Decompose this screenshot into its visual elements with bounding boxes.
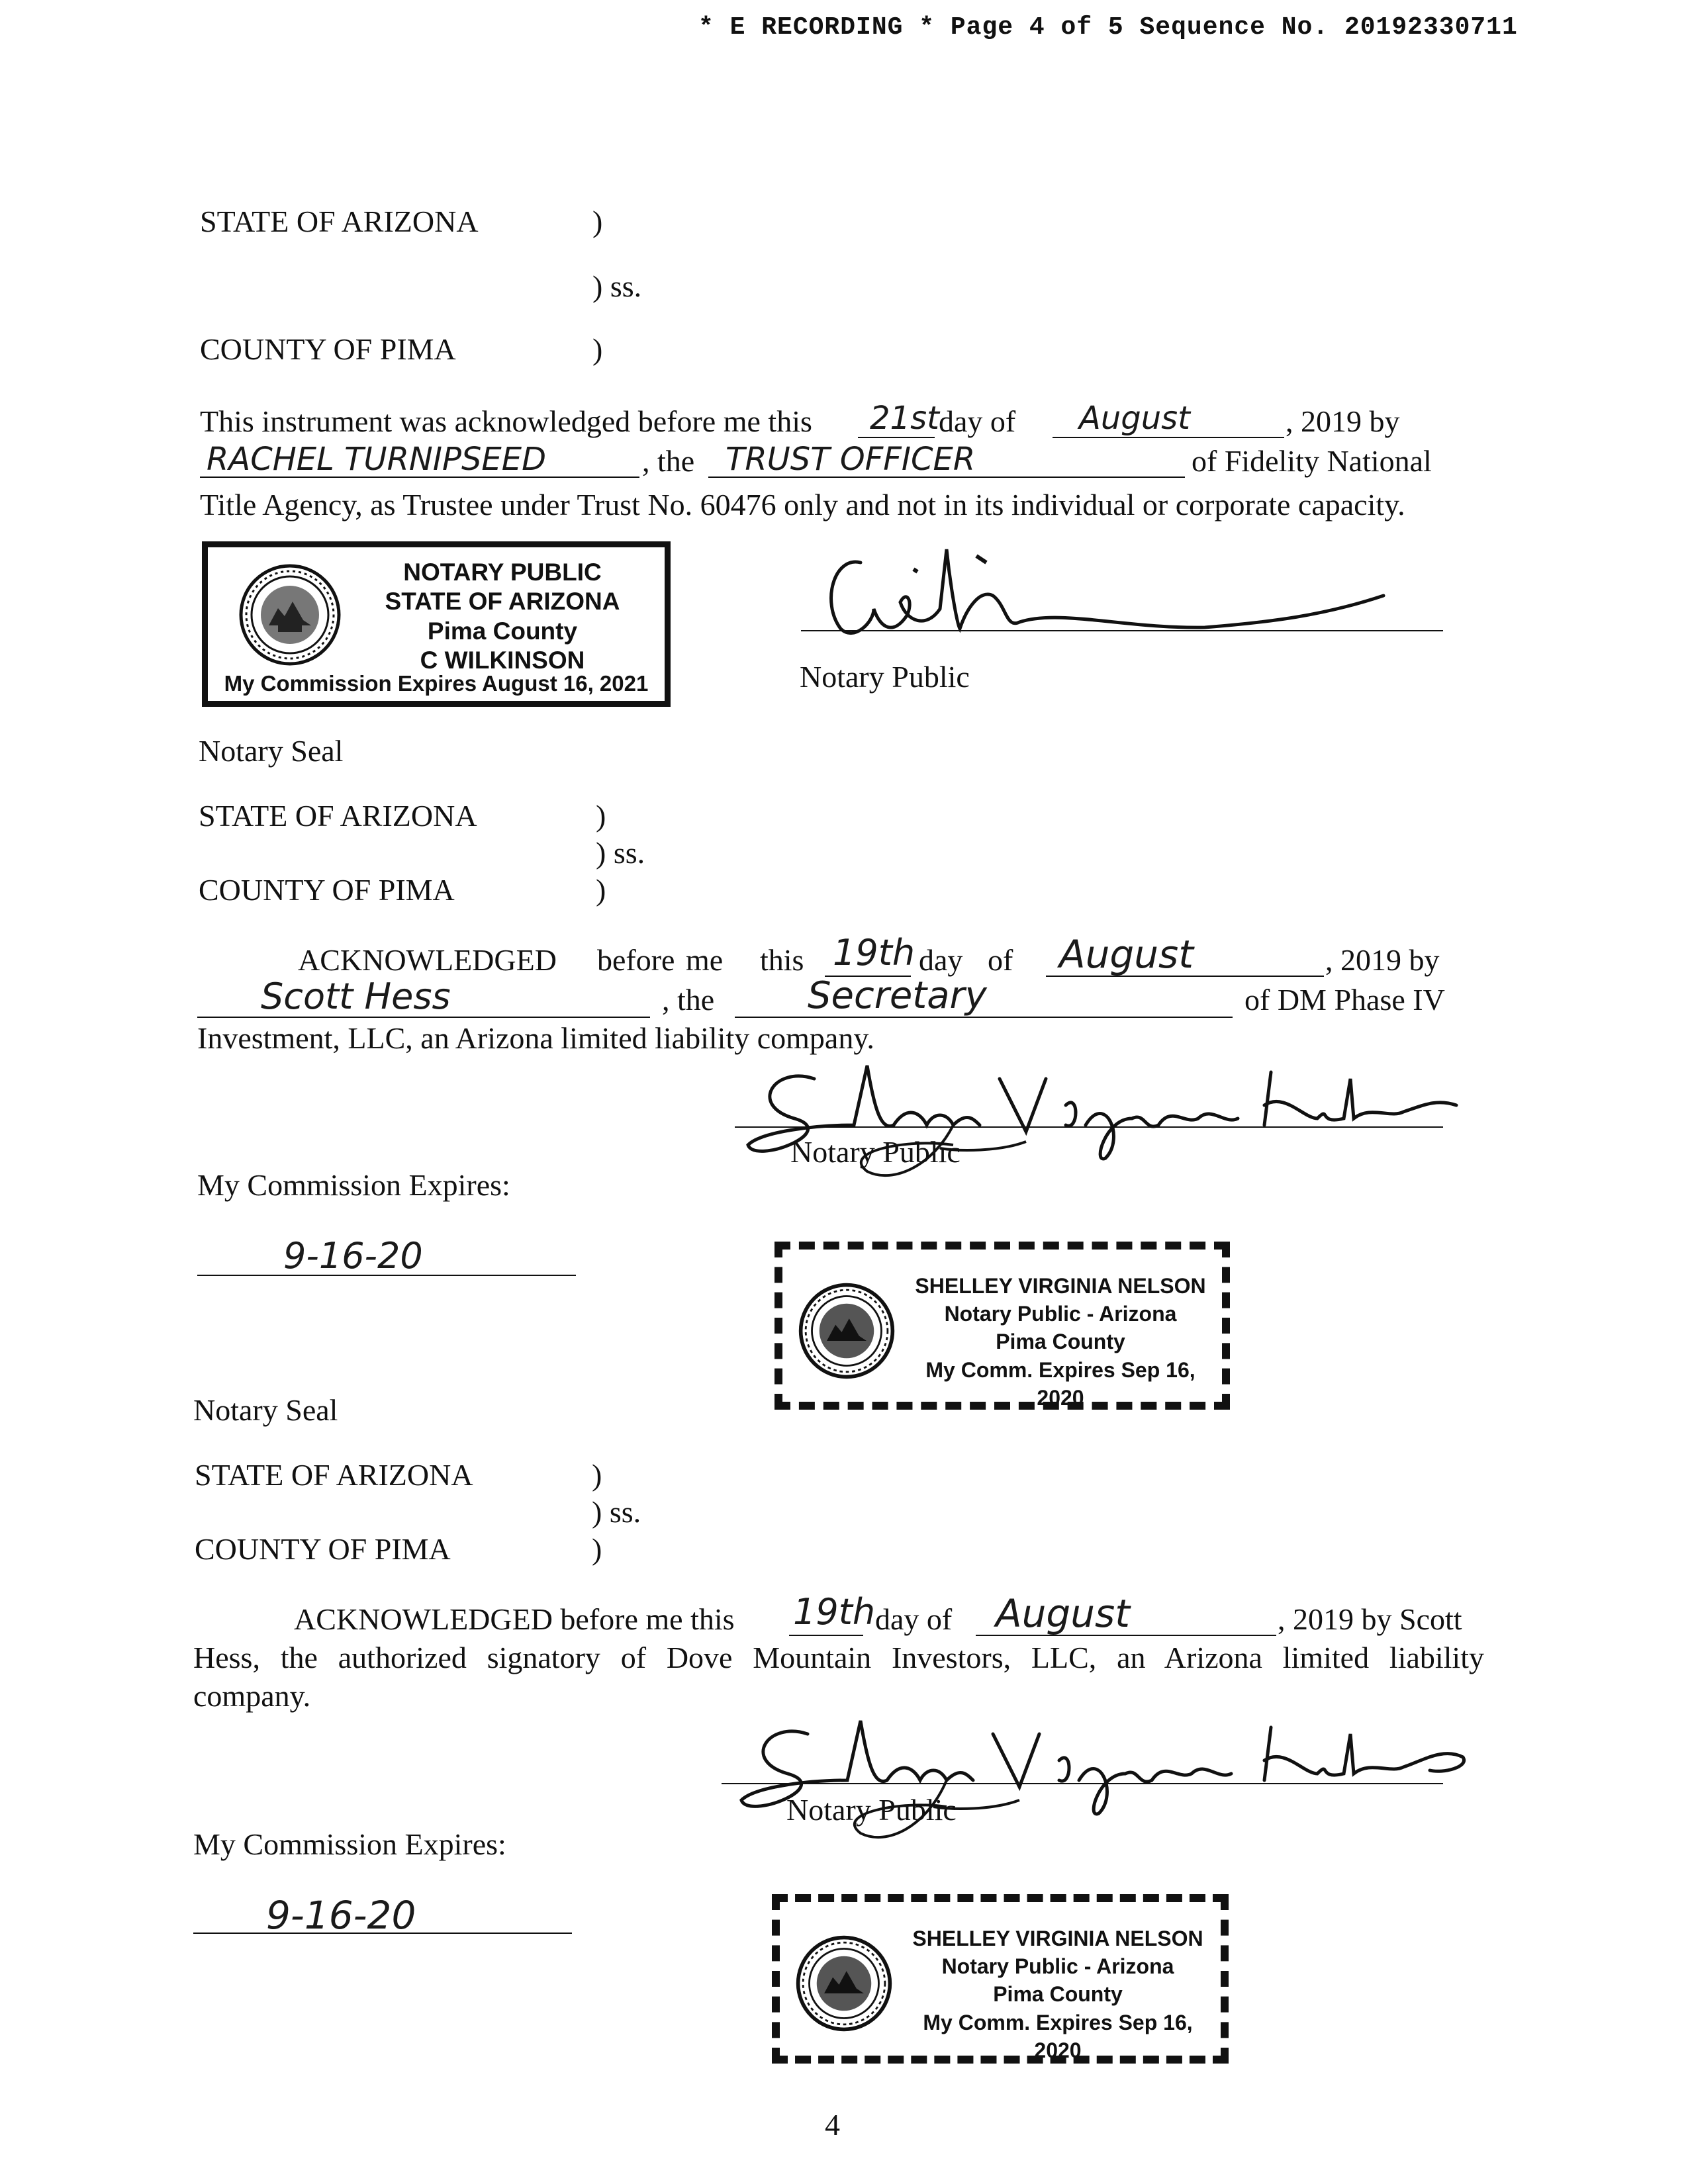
stamp-line: Notary Public - Arizona [944, 1302, 1177, 1326]
bracket: ) [596, 799, 606, 833]
day-handwritten: 21st [870, 400, 939, 437]
notary-signature [735, 1052, 1463, 1198]
name-handwritten: Scott Hess [261, 976, 451, 1017]
bracket: ) [592, 205, 603, 238]
ack-text: this [760, 943, 804, 977]
bracket: ) [592, 332, 603, 366]
state-label: STATE OF ARIZONA [199, 799, 477, 833]
notary-stamp [202, 541, 671, 707]
title-handwritten: TRUST OFFICER [726, 441, 976, 478]
notary-stamp [774, 1242, 1230, 1410]
notary-stamp [772, 1894, 1229, 2064]
stamp-line: NOTARY PUBLIC [403, 559, 602, 586]
notary-public-label: Notary Public [790, 1135, 961, 1169]
title-handwritten: Secretary [808, 974, 987, 1017]
month-blank [1046, 931, 1324, 977]
commission-label: My Commission Expires: [197, 1168, 510, 1202]
bracket: ) [592, 1458, 602, 1492]
state-label: STATE OF ARIZONA [200, 205, 479, 238]
signature-line [801, 630, 1443, 631]
name-blank [197, 972, 650, 1018]
ack-text: , 2019 by [1325, 943, 1440, 977]
arizona-seal-icon [794, 1934, 894, 2033]
ack-text: day of [875, 1602, 953, 1636]
ss-label: ) ss. [592, 269, 642, 303]
stamp-line: My Comm. Expires Sep 16, 2020 [925, 1357, 1196, 1410]
notary-seal-label: Notary Seal [193, 1393, 338, 1427]
ack-text: day of [939, 404, 1016, 438]
ack-text: me [686, 943, 724, 977]
state-label: STATE OF ARIZONA [195, 1458, 473, 1492]
title-blank [735, 972, 1233, 1018]
stamp-line: Pima County [996, 1330, 1125, 1354]
signature-line [722, 1783, 1443, 1784]
commission-blank [197, 1235, 576, 1276]
stamp-line: STATE OF ARIZONA [385, 588, 620, 615]
county-label: COUNTY OF PIMA [195, 1532, 451, 1566]
day-blank [825, 931, 915, 977]
ack-text: day [919, 943, 963, 977]
ack-text: Hess, the authorized signatory of Dove Mountain Investors, LLC, an Arizona limited liability [193, 1641, 1484, 1674]
notary-public-label: Notary Public [800, 660, 970, 694]
notary-public-label: Notary Public [786, 1793, 957, 1827]
stamp-line: My Commission Expires August 16, 2021 [224, 671, 649, 696]
ack-text: , 2019 by Scott [1278, 1602, 1462, 1636]
commission-handwritten: 9-16-20 [283, 1235, 423, 1277]
commission-blank [193, 1893, 572, 1938]
stamp-line: Notary Public - Arizona [941, 1954, 1174, 1979]
arizona-seal-icon [237, 562, 343, 668]
signature-line [735, 1126, 1443, 1128]
ack-text: of Fidelity National [1192, 444, 1432, 478]
bracket: ) [592, 1532, 602, 1566]
stamp-line: Pima County [993, 1982, 1123, 2007]
arizona-seal-icon [797, 1281, 896, 1381]
month-blank [1053, 397, 1284, 438]
ack-text: Title Agency, as Trustee under Trust No. 60476 only and not in its individual or corporate capacity. [200, 488, 1405, 522]
ack-text: of [988, 943, 1013, 977]
name-blank [200, 437, 639, 478]
recording-header: * E RECORDING * Page 4 of 5 Sequence No. 20192330711 [698, 13, 1518, 42]
stamp-line: SHELLEY VIRGINIA NELSON [912, 1927, 1203, 1950]
ack-text: company. [193, 1679, 311, 1713]
county-label: COUNTY OF PIMA [199, 873, 455, 907]
ss-label: ) ss. [596, 836, 645, 870]
day-blank [858, 397, 939, 438]
stamp-line: Pima County [427, 617, 578, 645]
ack-text: , the [642, 444, 695, 478]
month-handwritten: August [1059, 932, 1194, 977]
bracket: ) [596, 873, 606, 907]
ack-text: of DM Phase IV [1244, 983, 1445, 1017]
month-handwritten: August [996, 1591, 1130, 1636]
ack-text: ACKNOWLEDGED [298, 943, 557, 977]
name-handwritten: RACHEL TURNIPSEED [207, 441, 547, 478]
stamp-line: C WILKINSON [420, 647, 585, 674]
page-number: 4 [825, 2108, 840, 2142]
ack-text: ACKNOWLEDGED before me this [294, 1602, 735, 1636]
day-handwritten: 19th [833, 932, 915, 974]
commission-label: My Commission Expires: [193, 1827, 506, 1861]
day-handwritten: 19th [793, 1591, 876, 1633]
commission-handwritten: 9-16-20 [266, 1893, 416, 1938]
county-label: COUNTY OF PIMA [200, 332, 456, 366]
title-blank [708, 437, 1185, 478]
month-handwritten: August [1079, 400, 1190, 437]
notary-signature [808, 543, 1417, 649]
notary-seal-label: Notary Seal [199, 734, 344, 768]
ack-text: Investment, LLC, an Arizona limited liability company. [197, 1021, 874, 1055]
month-blank [976, 1590, 1276, 1636]
day-blank [789, 1590, 876, 1636]
stamp-line: SHELLEY VIRGINIA NELSON [915, 1274, 1206, 1298]
stamp-line: My Comm. Expires Sep 16, 2020 [923, 2010, 1193, 2062]
ack-text: before [597, 943, 675, 977]
ack-text: , 2019 by [1286, 404, 1400, 438]
ss-label: ) ss. [592, 1495, 641, 1529]
ack-text: This instrument was acknowledged before me this [200, 404, 812, 438]
ack-text: , the [662, 983, 715, 1017]
